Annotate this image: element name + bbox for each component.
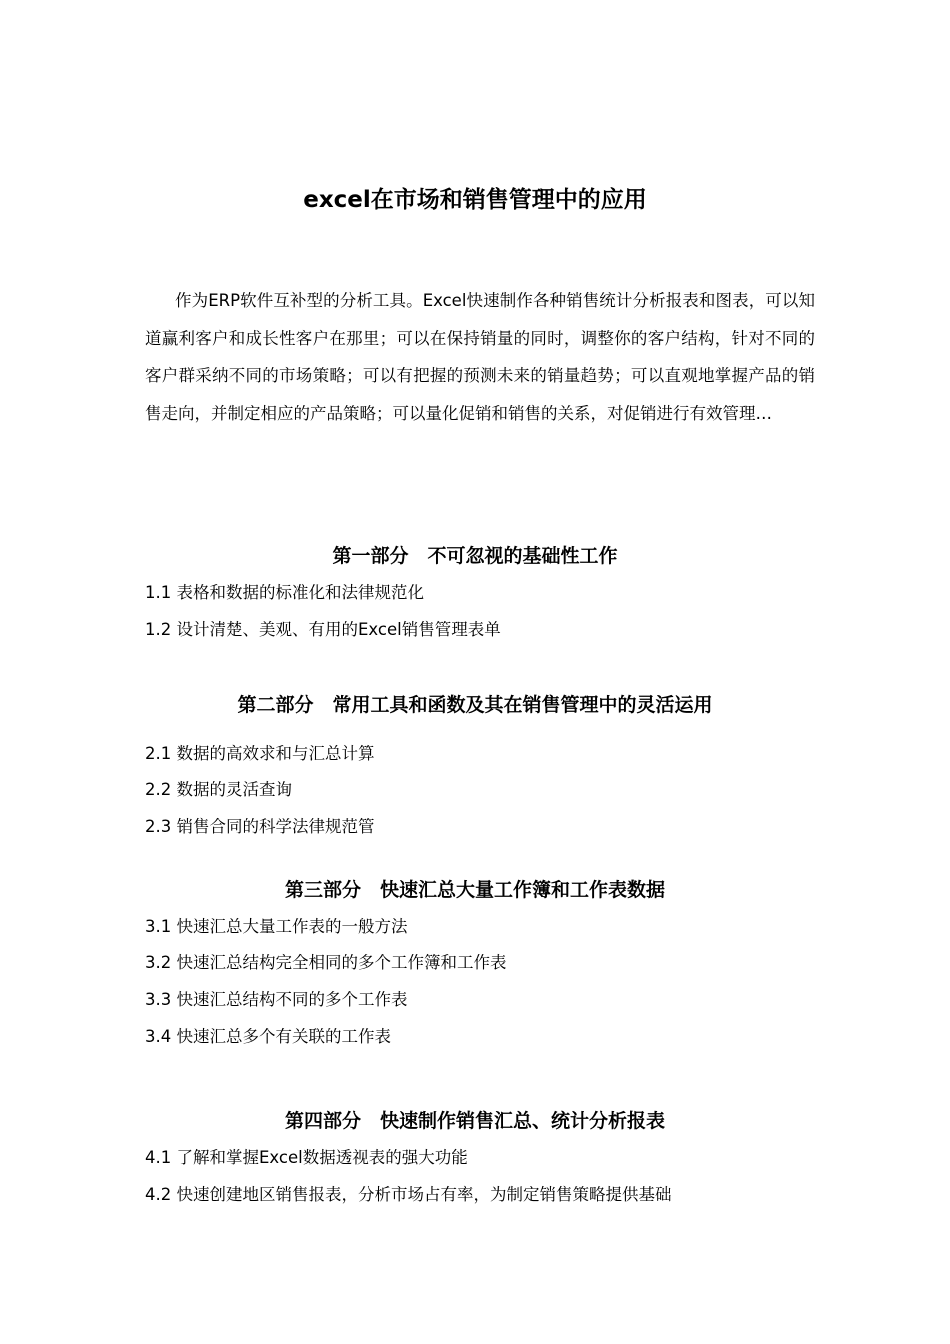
section-item-3-2: 3.2 快速汇总结构完全相同的多个工作簿和工作表 <box>145 953 507 972</box>
section-item-3-4: 3.4 快速汇总多个有关联的工作表 <box>145 1027 391 1046</box>
section-item-2-3: 2.3 销售合同的科学法律规范管 <box>145 817 375 836</box>
section-title-3: 第三部分 快速汇总大量工作簿和工作表数据 <box>284 879 665 901</box>
section-title-4: 第四部分 快速制作销售汇总、统计分析报表 <box>284 1110 665 1132</box>
section-item-3-1: 3.1 快速汇总大量工作表的一般方法 <box>145 917 408 936</box>
section-item-3-3: 3.3 快速汇总结构不同的多个工作表 <box>145 990 408 1009</box>
section-item-2-1: 2.1 数据的高效求和与汇总计算 <box>145 744 375 763</box>
section-item-1-1: 1.1 表格和数据的标准化和法律规范化 <box>145 583 424 602</box>
section-item-2-2: 2.2 数据的灵活查询 <box>145 780 292 799</box>
section-item-1-2: 1.2 设计清楚、美观、有用的Excel销售管理表单 <box>145 620 501 639</box>
section-item-4-1: 4.1 了解和掌握Excel数据透视表的强大功能 <box>145 1148 468 1167</box>
intro-paragraph: 作为ERP软件互补型的分析工具。Excel快速制作各种销售统计分析报表和图表，可以知道赢利客户和成长性客户在那里；可以在保持销量的同时，调整你的客户结构，针对不同的客户群采纳不同的市场策略；可以有把握的预测未来的销量趋势；可以直观地掌握产品的销售走向，并制定相应的产品策略；可以量化促销和销售的关系，对促销进行有效管理… <box>145 291 815 423</box>
section-title-2: 第二部分 常用工具和函数及其在销售管理中的灵活运用 <box>237 694 713 716</box>
section-item-4-2: 4.2 快速创建地区销售报表，分析市场占有率，为制定销售策略提供基础 <box>145 1185 672 1204</box>
section-title-1: 第一部分 不可忽视的基础性工作 <box>332 545 618 567</box>
document-title: excel在市场和销售管理中的应用 <box>303 187 647 213</box>
